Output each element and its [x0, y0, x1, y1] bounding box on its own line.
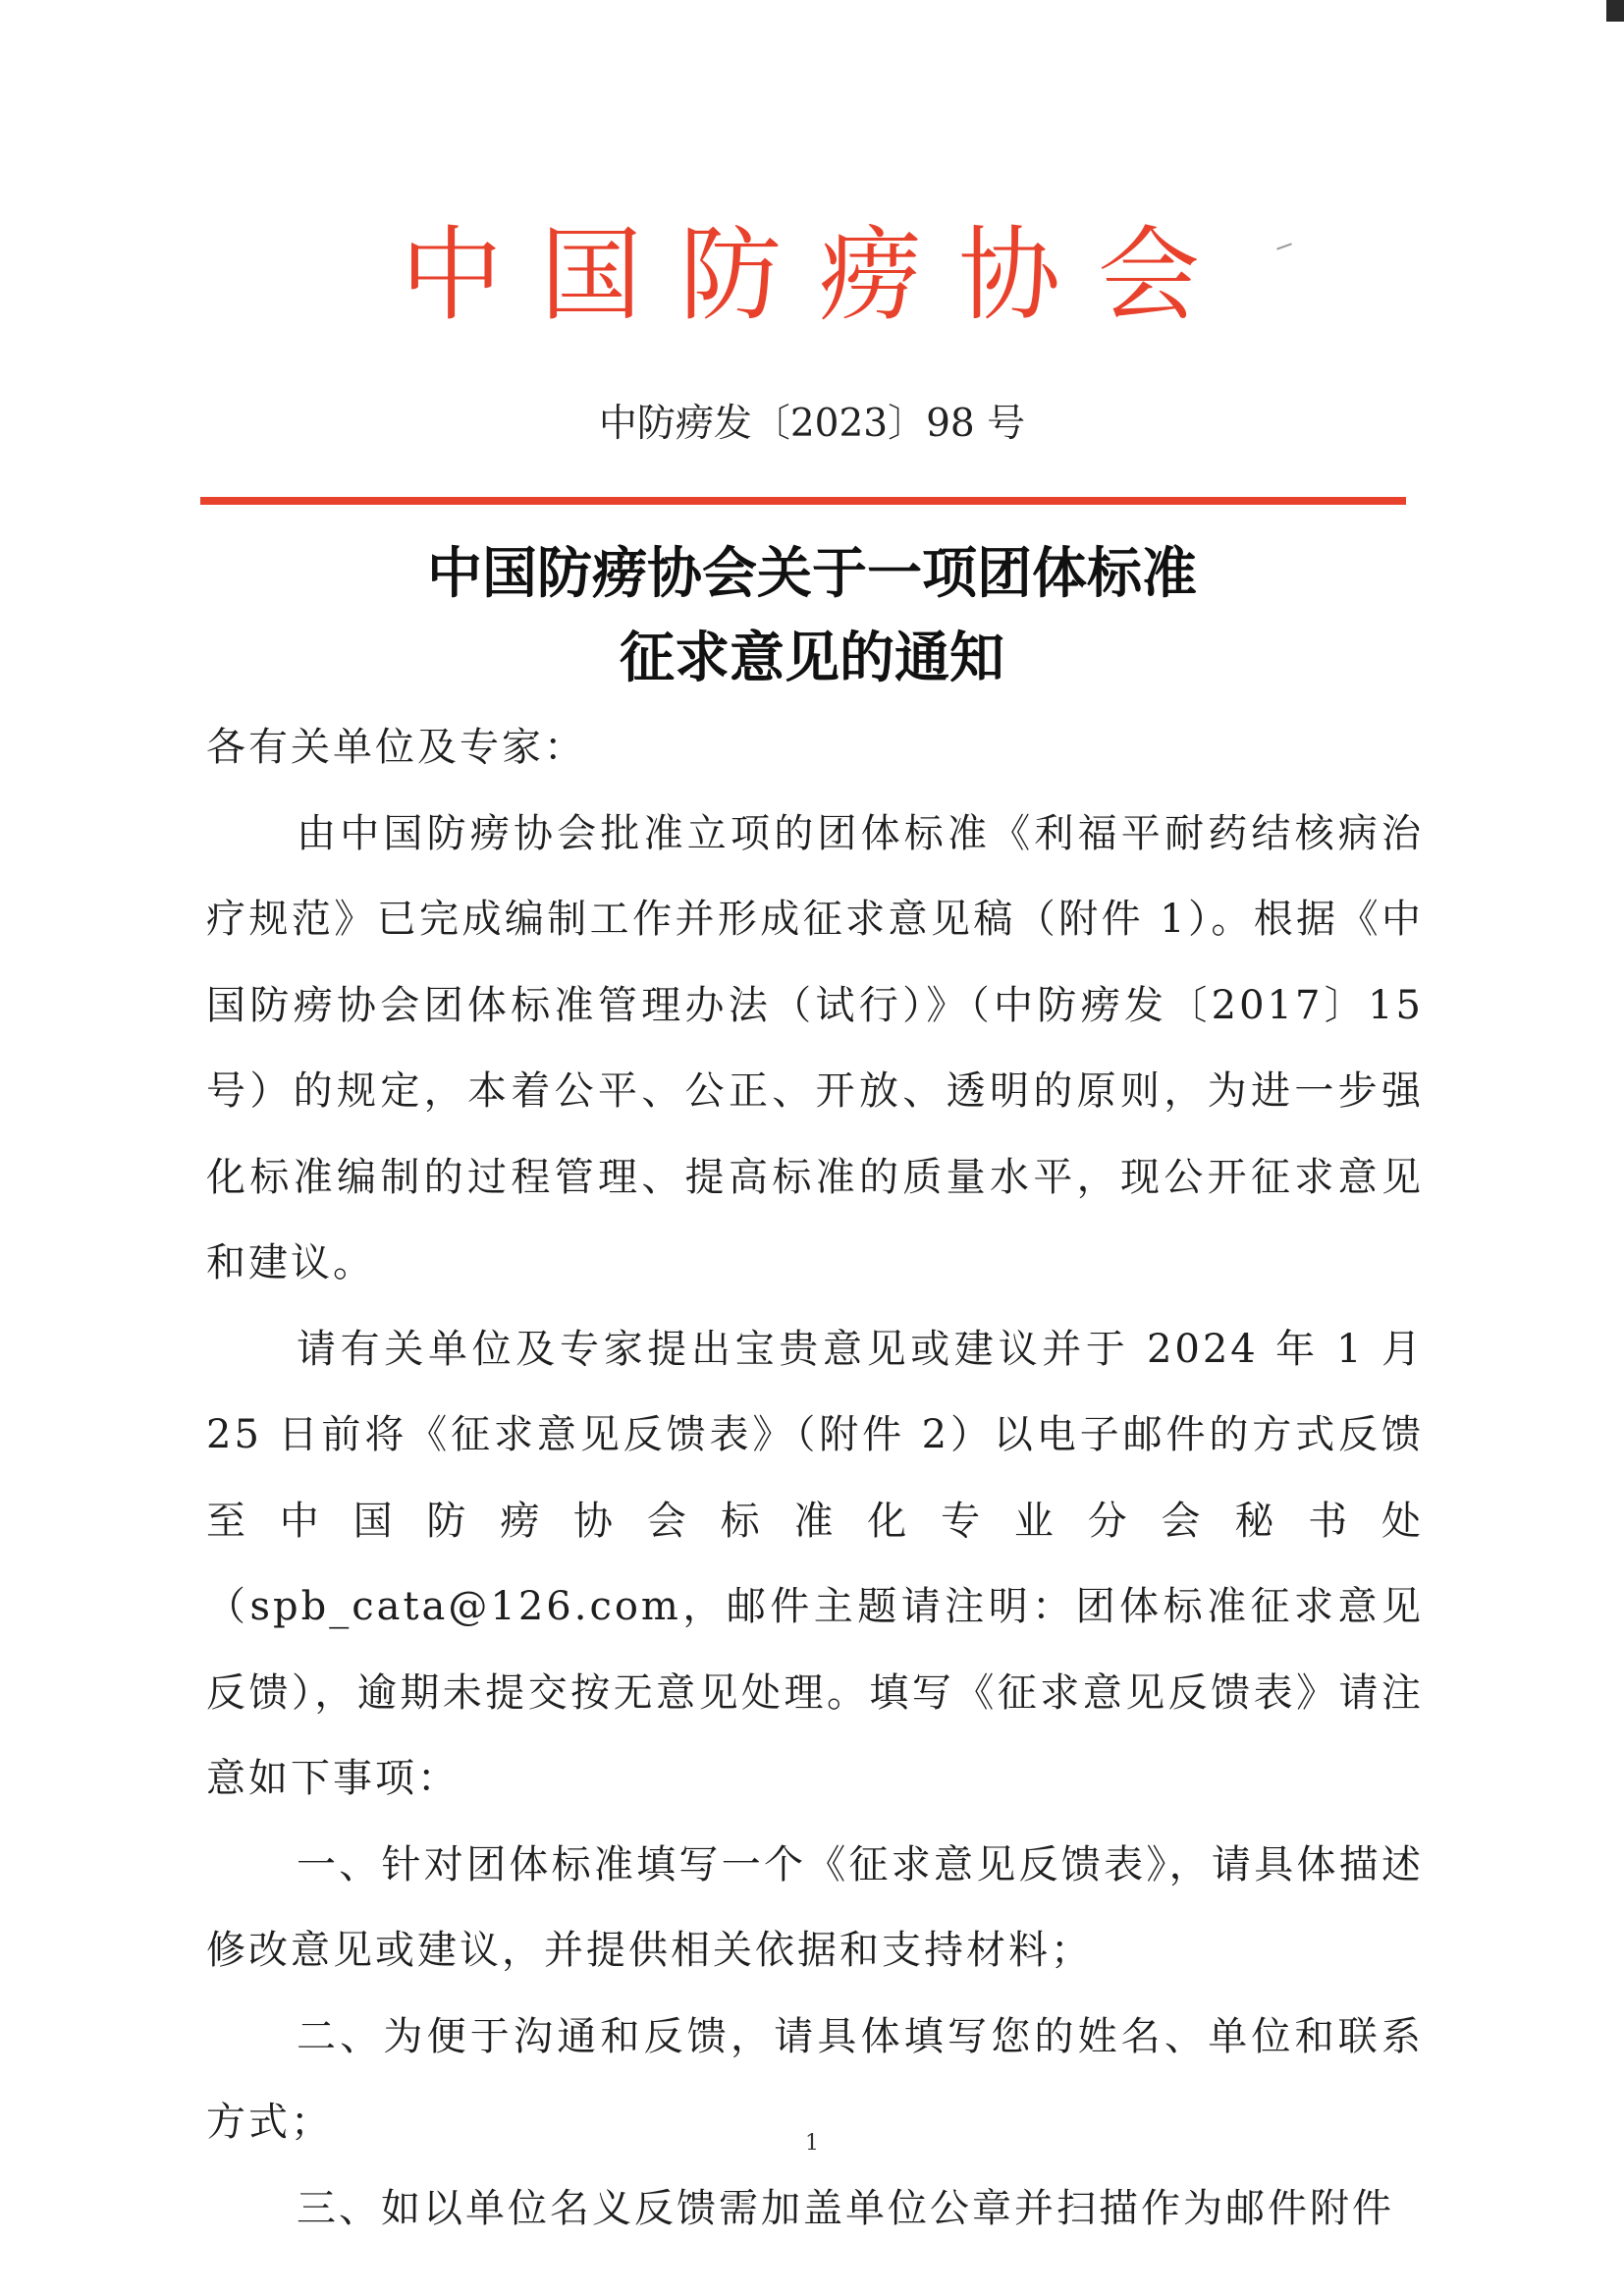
- document-number: 中防痨发〔2023〕98 号: [598, 402, 1026, 446]
- body-paragraph: 请有关单位及专家提出宝贵意见或建议并于 2024 年 1 月 25 日前将《征求意见反馈表》（附件 2）以电子邮件的方式反馈至中国防痨协会标准化专业分会秘书处（spb_cata@126.com，邮件主题请注明：团体标准征求意见反馈），逾期未提交按无意见处理。填写《征求意见反馈表》请注意如下事项：: [206, 1326, 1424, 1801]
- letterhead-org-name: 中国防痨协会: [400, 215, 1237, 335]
- body-paragraph: 一、针对团体标准填写一个《征求意见反馈表》，请具体描述修改意见或建议，并提供相关依据和支持材料；: [206, 1841, 1424, 1973]
- document-title-line-2: 征求意见的通知: [620, 626, 1004, 690]
- page-number: 1: [805, 2131, 819, 2156]
- body-paragraph: 三、如以单位名义反馈需加盖单位公章并扫描作为邮件附件: [297, 2185, 1394, 2231]
- letterhead-red-rule: [200, 497, 1406, 505]
- document-body: [206, 705, 1424, 2252]
- body-paragraph: 二、为便于沟通和反馈，请具体填写您的姓名、单位和联系方式；: [206, 2013, 1424, 2145]
- scan-corner-mark: [1606, 0, 1624, 22]
- body-paragraph: 由中国防痨协会批准立项的团体标准《利福平耐药结核病治疗规范》已完成编制工作并形成征求意见稿（附件 1）。根据《中国防痨协会团体标准管理办法（试行）》（中防痨发〔2017〕15 号）的规定，本着公平、公正、开放、透明的原则，为进一步强化标准编制的过程管理、提高标准的质量水平，现公开征求意见和建议。: [206, 810, 1424, 1285]
- salutation: 各有关单位及专家：: [206, 725, 586, 770]
- document-title-line-1: 中国防痨协会关于一项团体标准: [427, 541, 1197, 606]
